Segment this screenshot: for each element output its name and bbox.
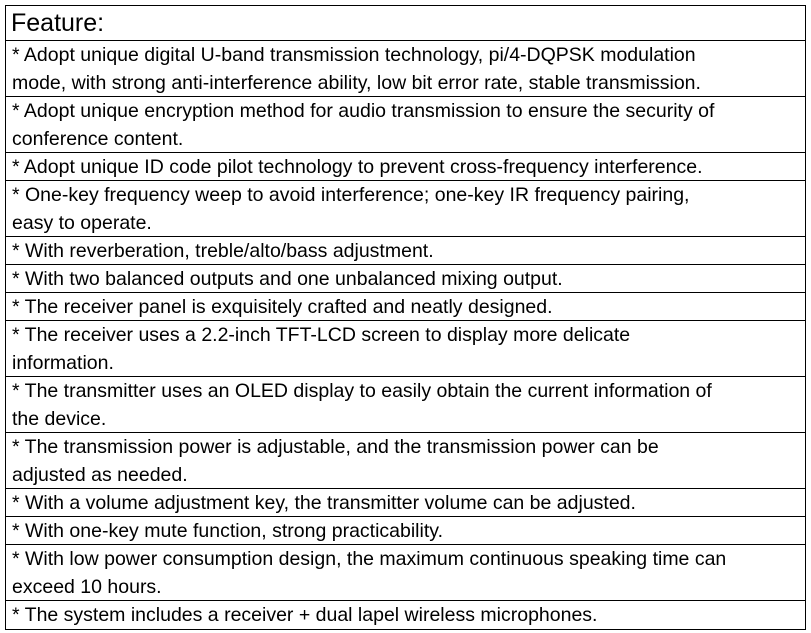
feature-item-9-line-1: * The transmitter uses an OLED display to easily obtain the current information of bbox=[12, 380, 712, 402]
feature-item-14-line-1: * The system includes a receiver + dual lapel wireless microphones. bbox=[12, 604, 598, 626]
feature-item-2-line-2: conference content. bbox=[12, 128, 184, 150]
feature-item-12-line-1: * With one-key mute function, strong practicability. bbox=[12, 520, 443, 542]
feature-item-5-line-1: * With reverberation, treble/alto/bass adjustment. bbox=[12, 240, 434, 262]
feature-item-3 bbox=[6, 153, 805, 181]
feature-item-11-line-1: * With a volume adjustment key, the transmitter volume can be adjusted. bbox=[12, 492, 636, 514]
feature-item-4-line-1: * One-key frequency weep to avoid interference; one-key IR frequency pairing, bbox=[12, 184, 690, 206]
feature-item-5 bbox=[6, 237, 805, 265]
feature-item-1-line-2: mode, with strong anti-interference ability, low bit error rate, stable transmission. bbox=[12, 72, 701, 94]
feature-item-2-line-1: * Adopt unique encryption method for audio transmission to ensure the security of bbox=[12, 100, 715, 122]
feature-item-8-line-1: * The receiver uses a 2.2-inch TFT-LCD screen to display more delicate bbox=[12, 324, 631, 346]
feature-item-8-line-2: information. bbox=[12, 352, 114, 374]
feature-item-11 bbox=[6, 489, 805, 517]
table-title: Feature: bbox=[6, 6, 805, 41]
feature-table bbox=[5, 5, 806, 630]
feature-item-7 bbox=[6, 293, 805, 321]
feature-item-12 bbox=[6, 517, 805, 545]
feature-item-13 bbox=[6, 545, 805, 601]
feature-item-9 bbox=[6, 377, 805, 433]
feature-item-10-line-1: * The transmission power is adjustable, and the transmission power can be bbox=[12, 436, 659, 458]
feature-item-6 bbox=[6, 265, 805, 293]
feature-item-1-line-1: * Adopt unique digital U-band transmission technology, pi/4-DQPSK modulation bbox=[12, 44, 696, 66]
feature-item-10-line-2: adjusted as needed. bbox=[12, 464, 188, 486]
feature-item-14 bbox=[6, 601, 805, 629]
feature-item-6-line-1: * With two balanced outputs and one unbalanced mixing output. bbox=[12, 268, 563, 290]
feature-item-1 bbox=[6, 41, 805, 97]
feature-item-9-line-2: the device. bbox=[12, 408, 107, 430]
feature-item-7-line-1: * The receiver panel is exquisitely crafted and neatly designed. bbox=[12, 296, 553, 318]
feature-item-2 bbox=[6, 97, 805, 153]
feature-item-3-line-1: * Adopt unique ID code pilot technology to prevent cross-frequency interference. bbox=[12, 156, 703, 178]
feature-item-13-line-2: exceed 10 hours. bbox=[12, 576, 162, 598]
feature-item-13-line-1: * With low power consumption design, the maximum continuous speaking time can bbox=[12, 548, 727, 570]
feature-item-10 bbox=[6, 433, 805, 489]
feature-item-4 bbox=[6, 181, 805, 237]
feature-item-4-line-2: easy to operate. bbox=[12, 212, 152, 234]
feature-item-8 bbox=[6, 321, 805, 377]
